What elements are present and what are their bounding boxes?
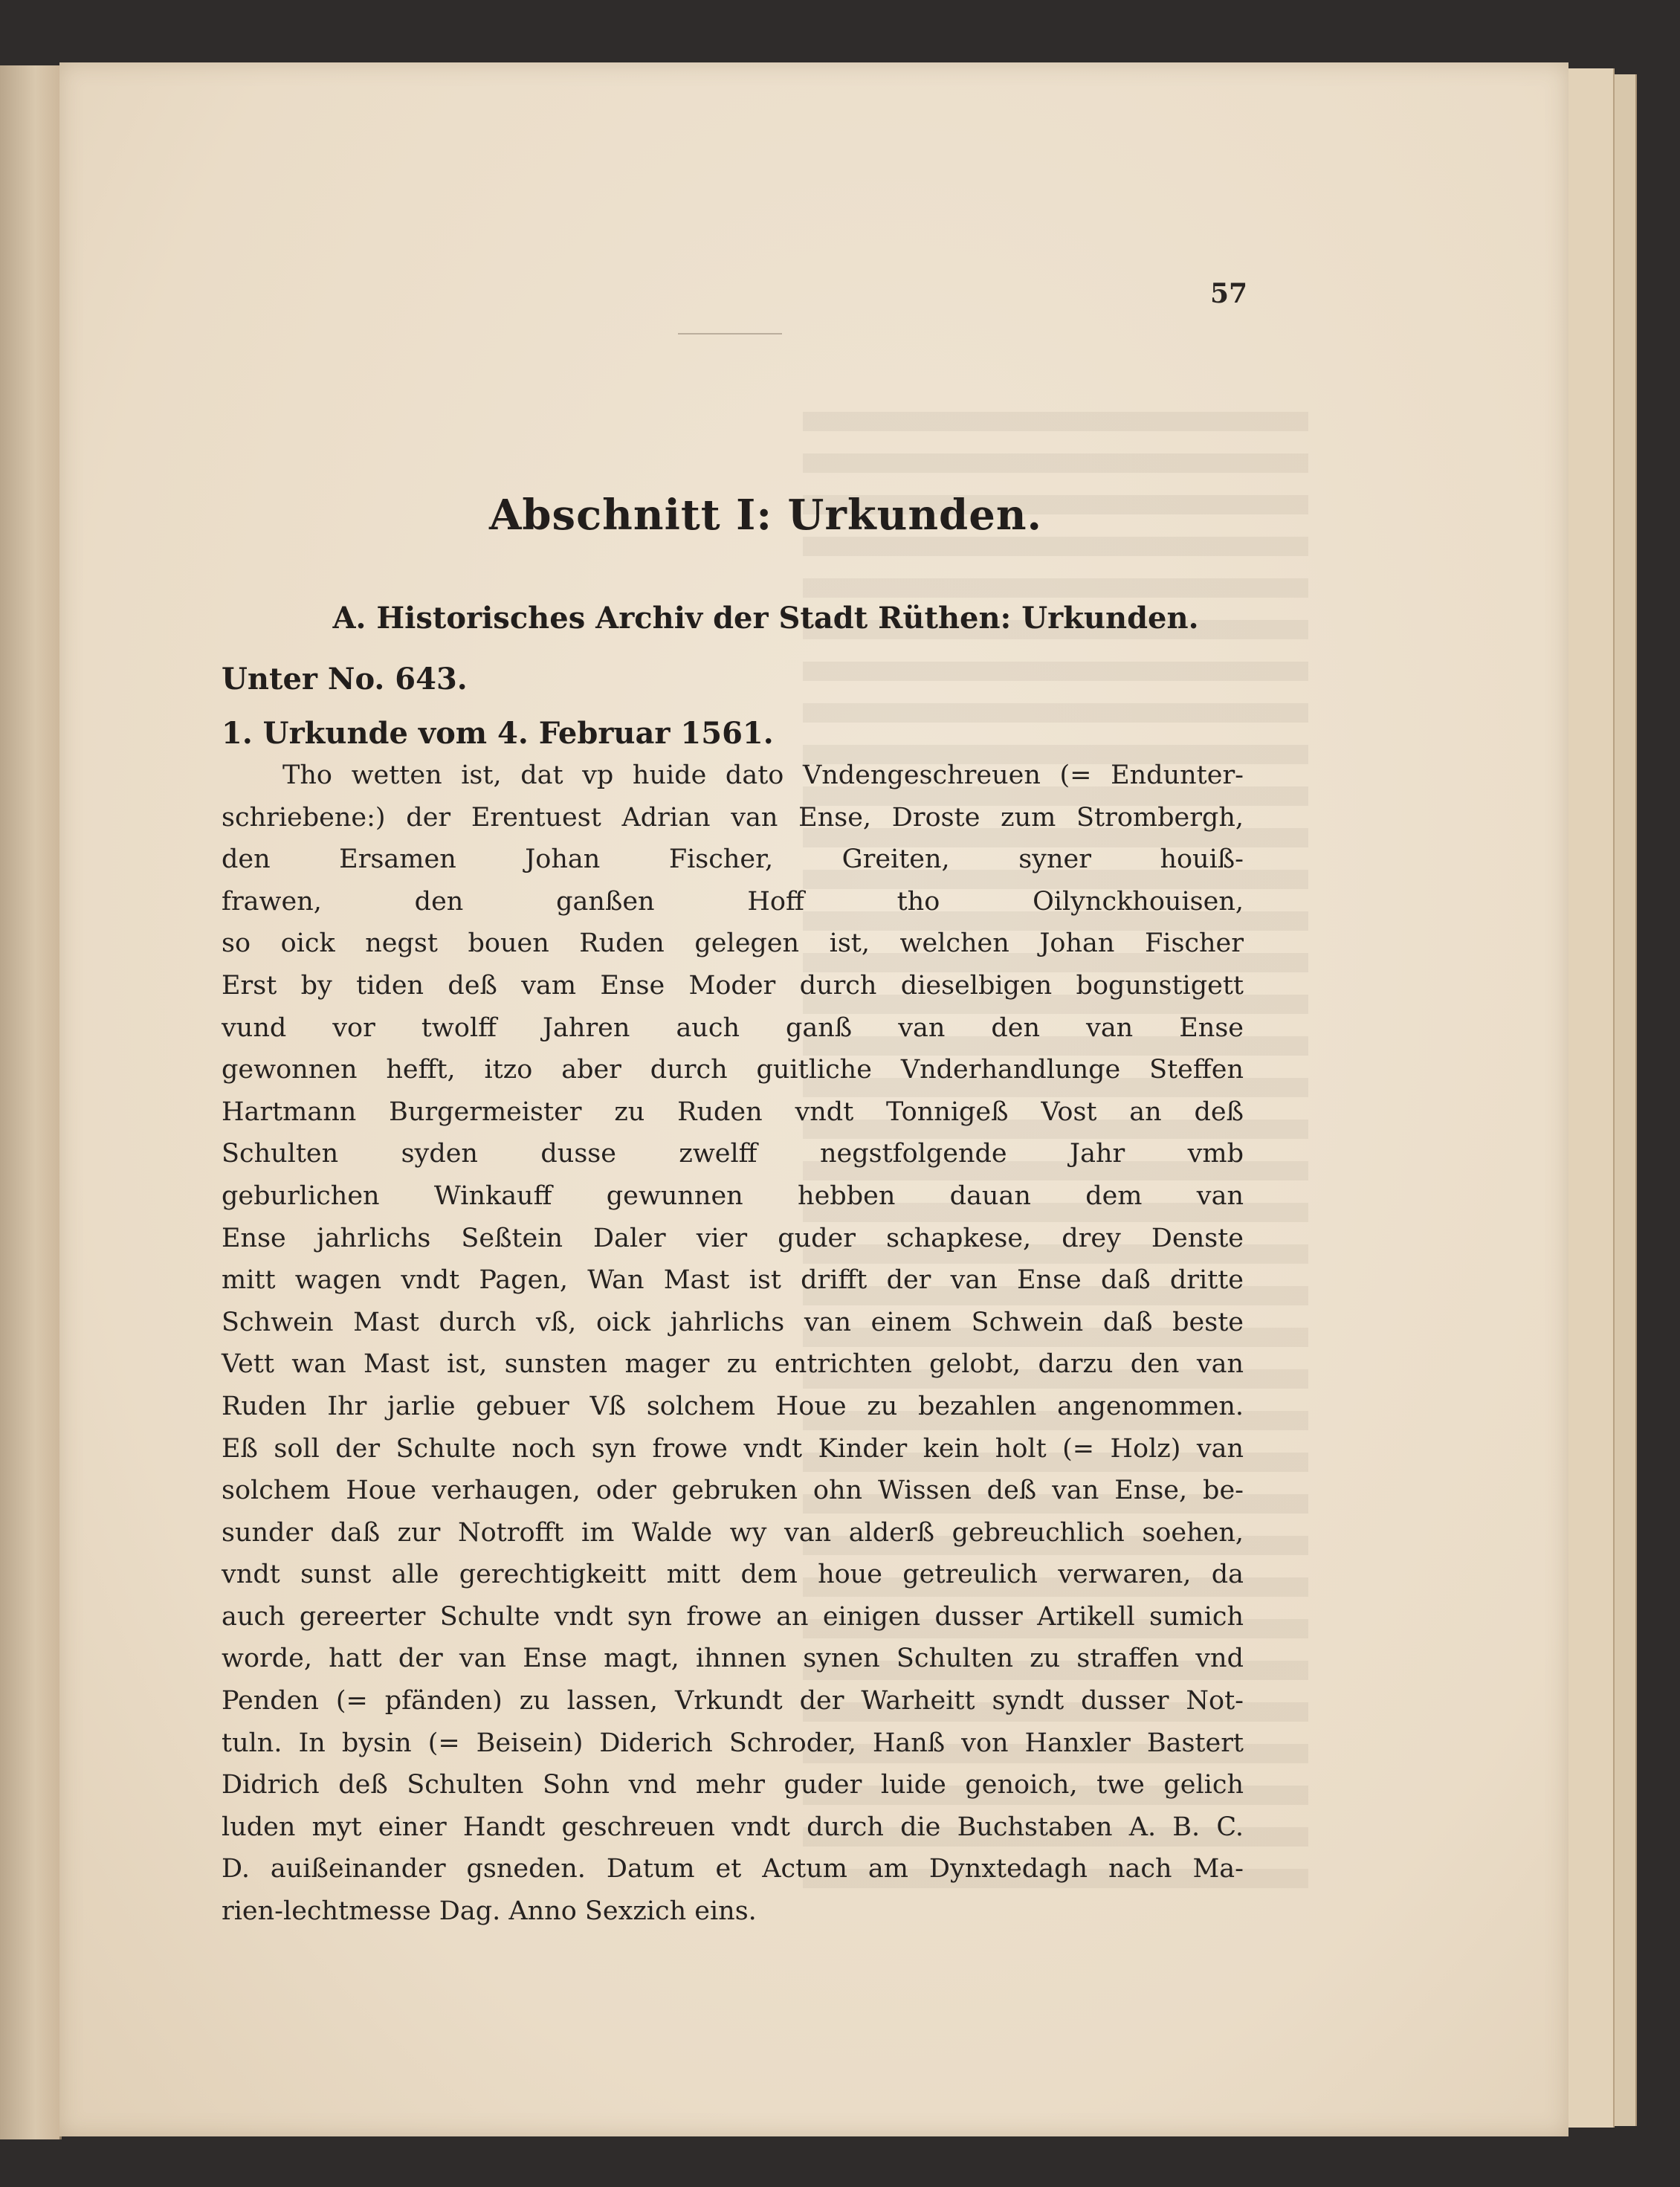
- body-line: schriebene:) der Erentuest Adrian van Ense, Droste zum Strombergh,: [222, 802, 1244, 833]
- body-line: vndt sunst alle gerechtigkeitt mitt dem houe getreulich verwaren, da: [222, 1560, 1244, 1590]
- body-line: so oick negst bouen Ruden gelegen ist, welchen Johan Fischer: [222, 928, 1244, 959]
- left-page-edge: [0, 65, 62, 2139]
- body-line: auch gereerter Schulte vndt syn frowe an einigen dusser Artikell sumich: [222, 1601, 1244, 1632]
- document-body: [222, 755, 1244, 1933]
- document-heading: 1. Urkunde vom 4. Februar 1561.: [222, 716, 774, 751]
- body-line: Schulten syden dusse zwelff negstfolgende Jahr vmb: [222, 1139, 1244, 1169]
- body-line: geburlichen Winkauff gewunnen hebben dauan dem van: [222, 1180, 1244, 1211]
- body-line: rien-lechtmesse Dag. Anno Sexzich eins.: [222, 1896, 757, 1927]
- body-line: Didrich deß Schulten Sohn vnd mehr guder luide genoich, twe gelich: [222, 1770, 1244, 1800]
- body-line: Schwein Mast durch vß, oick jahrlichs van einem Schwein daß beste: [222, 1307, 1244, 1337]
- body-line: vund vor twolff Jahren auch ganß van den van Ense: [222, 1012, 1244, 1043]
- body-line: frawen, den ganßen Hoff tho Oilynckhouisen,: [222, 886, 1244, 917]
- header-rule: [678, 333, 782, 335]
- body-line: Ruden Ihr jarlie gebuer Vß solchem Houe zu bezahlen angenommen.: [222, 1391, 1244, 1421]
- body-line: solchem Houe verhaugen, oder gebruken ohn Wissen deß van Ense, be-: [222, 1476, 1244, 1506]
- sub-heading: A. Historisches Archiv der Stadt Rüthen: Urkunden.: [332, 601, 1199, 636]
- body-line: gewonnen hefft, itzo aber durch guitliche Vnderhandlunge Steffen: [222, 1055, 1244, 1085]
- body-line: den Ersamen Johan Fischer, Greiten, syner houiß-: [222, 844, 1244, 875]
- body-line: mitt wagen vndt Pagen, Wan Mast ist drifft der van Ense daß dritte: [222, 1265, 1244, 1296]
- body-line: Eß soll der Schulte noch syn frowe vndt Kinder kein holt (= Holz) van: [222, 1433, 1244, 1464]
- body-line: Hartmann Burgermeister zu Ruden vndt Tonnigeß Vost an deß: [222, 1096, 1244, 1127]
- body-line: tuln. In bysin (= Beisein) Diderich Schroder, Hanß von Hanxler Bastert: [222, 1728, 1244, 1758]
- body-line: Penden (= pfänden) zu lassen, Vrkundt der Warheitt syndt dusser Not-: [222, 1686, 1244, 1716]
- section-title: Abschnitt I: Urkunden.: [488, 491, 1043, 540]
- body-line: luden myt einer Handt geschreuen vndt durch die Buchstaben A. B. C.: [222, 1812, 1244, 1842]
- body-line: D. auißeinander gsneden. Datum et Actum am Dynxtedagh nach Ma-: [222, 1854, 1244, 1884]
- body-line: worde, hatt der van Ense magt, ihnnen synen Schulten zu straffen vnd: [222, 1644, 1244, 1674]
- body-line: Vett wan Mast ist, sunsten mager zu entrichten gelobt, darzu den van: [222, 1349, 1244, 1380]
- body-line: sunder daß zur Notrofft im Walde wy van alderß gebreuchlich soehen,: [222, 1517, 1244, 1548]
- page-number: 57: [1210, 278, 1248, 309]
- body-line: Ense jahrlichs Seßtein Daler vier guder schapkese, drey Denste: [222, 1223, 1244, 1253]
- body-line: Erst by tiden deß vam Ense Moder durch dieselbigen bogunstigett: [222, 970, 1244, 1001]
- register-number: Unter No. 643.: [222, 662, 468, 697]
- body-line: Tho wetten ist, dat vp huide dato Vndengeschreuen (= Endunter-: [282, 760, 1244, 790]
